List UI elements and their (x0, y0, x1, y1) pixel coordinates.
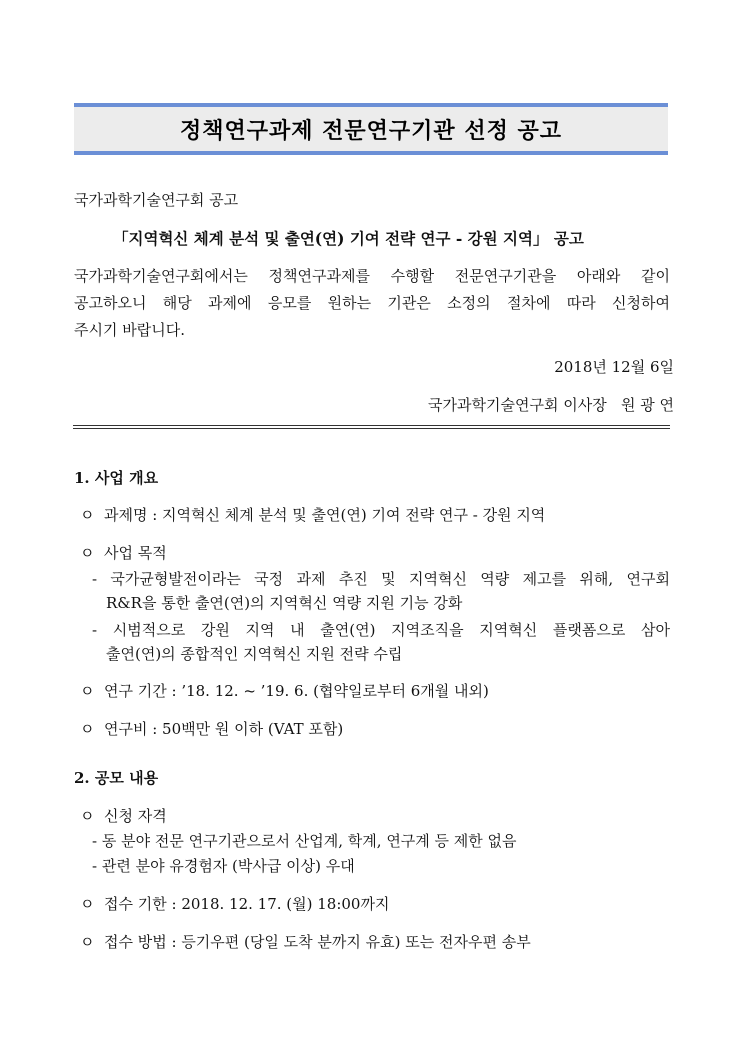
bullet-icon: ㅇ (80, 720, 95, 738)
qualification-1: - 동 분야 전문 연구기관으로서 산업계, 학계, 연구계 등 제한 없음 (92, 832, 517, 850)
bullet-icon: ㅇ (80, 807, 95, 825)
method: 접수 방법 : 등기우편 (당일 도착 분까지 유효) 또는 전자우편 송부 (104, 933, 531, 951)
purpose-1a: - 국가균형발전이라는 국정 과제 추진 및 지역혁신 역량 제고를 위해, 연구회 (92, 570, 670, 588)
notice-subject: 「지역혁신 체계 분석 및 출연(연) 기여 전략 연구 - 강원 지역」 공고 (113, 229, 584, 248)
bullet-icon: ㅇ (80, 895, 95, 913)
org-notice: 국가과학기술연구회 공고 (74, 191, 239, 209)
section2-heading: 2. 공모 내용 (74, 769, 159, 787)
purpose-label: 사업 목적 (104, 544, 167, 562)
task-name: 과제명 : 지역혁신 체계 분석 및 출연(연) 기여 전략 연구 - 강원 지역 (104, 506, 546, 524)
task-name-item (80, 505, 545, 525)
period-item (80, 681, 489, 701)
period: 연구 기간 : ’18. 12. ~ ’19. 6. (협약일로부터 6개월 내외) (104, 682, 489, 700)
budget: 연구비 : 50백만 원 이하 (VAT 포함) (104, 720, 344, 738)
deadline: 접수 기한 : 2018. 12. 17. (월) 18:00까지 (104, 895, 390, 913)
qualification-label: 신청 자격 (104, 807, 167, 825)
notice-signer: 국가과학기술연구회 이사장 원 광 연 (428, 396, 674, 414)
purpose-1b: R&R을 통한 출연(연)의 지역혁신 역량 지원 기능 강화 (106, 594, 463, 612)
bullet-icon: ㅇ (80, 933, 95, 951)
title-banner (74, 103, 668, 155)
bullet-icon: ㅇ (80, 506, 95, 524)
bullet-icon: ㅇ (80, 682, 95, 700)
page-title: 정책연구과제 전문연구기관 선정 공고 (179, 118, 562, 144)
notice-date: 2018년 12월 6일 (554, 358, 674, 376)
qualification-2: - 관련 분야 유경험자 (박사급 이상) 우대 (92, 857, 355, 875)
section1-heading: 1. 사업 개요 (74, 469, 159, 487)
intro-line-1: 국가과학기술연구회에서는 정책연구과제를 수행할 전문연구기관을 아래와 같이 (74, 267, 670, 285)
bullet-icon: ㅇ (80, 544, 95, 562)
budget-item (80, 719, 343, 739)
qualification-item (80, 806, 167, 826)
method-item (80, 932, 531, 952)
purpose-item (80, 543, 167, 563)
intro-line-3: 주시기 바랍니다. (74, 321, 185, 339)
purpose-2b: 출연(연)의 종합적인 지역혁신 지원 전략 수립 (106, 645, 403, 663)
purpose-2a: - 시범적으로 강원 지역 내 출연(연) 지역조직을 지역혁신 플랫폼으로 삼아 (92, 621, 670, 639)
intro-line-2: 공고하오니 해당 과제에 응모를 원하는 기관은 소정의 절차에 따라 신청하여 (74, 294, 670, 312)
deadline-item (80, 894, 389, 914)
double-divider (73, 425, 670, 429)
